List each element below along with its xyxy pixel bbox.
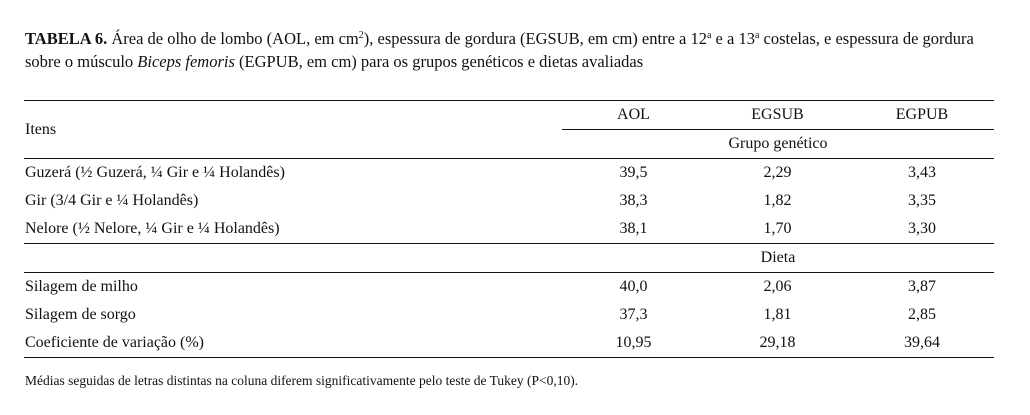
table-row [24,159,994,188]
cell-value: 3,30 [850,215,994,244]
cell-value: 39,64 [850,329,994,358]
table-footnote: Médias seguidas de letras distintas na coluna diferem significativamente pelo teste de Tukey (P<0,10). [25,373,579,388]
row-label: Coeficiente de variação (%) [24,329,562,358]
column-header: EGPUB [850,101,994,130]
cell-value: 1,81 [763,306,792,323]
caption-text: (EGPUB, em cm) para os grupos genéticos e dietas avaliadas [234,52,644,71]
table-row [24,273,994,302]
cell-value: 40,0 [619,278,648,295]
cell-value: 3,43 [908,164,936,181]
cell-value: 38,3 [619,192,648,209]
cell-value: 2,06 [763,278,792,295]
caption-italic: Biceps femoris [137,52,235,71]
caption-superscript: a [754,30,760,41]
cell-value: 38,1 [562,215,705,244]
column-header: AOL [562,101,705,130]
cell-value: 2,29 [763,164,792,181]
cell-value: 3,35 [908,192,936,209]
column-header: EGSUB [705,101,850,130]
caption-text: e a 13 [711,29,755,48]
caption-superscript: 2 [358,30,364,41]
row-label: Gir (3/4 Gir e ¼ Holandês) [25,192,199,209]
header-item: Itens [24,101,562,159]
row-label: Guzerá (½ Guzerá, ¼ Gir e ¼ Holandês) [25,164,285,181]
row-label: Silagem de sorgo [25,306,136,323]
caption-text: Área de olho de lombo (AOL, em cm [107,29,359,48]
cell-value: 3,87 [908,278,936,295]
table-row [24,187,994,215]
caption-text: ), espessura de gordura (EGSUB, em cm) entre a 12 [363,29,707,48]
caption-text: costelas, e espessura de gordura sobre o músculo [25,29,974,71]
cell-value: 1,82 [763,192,792,209]
cell-value: 39,5 [619,164,648,181]
cell-value: 29,18 [705,329,850,358]
row-label: Nelore (½ Nelore, ¼ Gir e ¼ Holandês) [24,215,562,244]
header-row [24,101,994,130]
section-row [24,244,994,273]
cell-value: 37,3 [619,306,648,323]
table-row [24,329,994,358]
section-diet: Dieta [562,244,994,273]
data-table [24,100,994,358]
table-row [24,301,994,329]
section-genetic: Grupo genético [562,130,994,159]
cell-value: 10,95 [562,329,705,358]
caption-superscript: a [706,30,712,41]
table-row [24,215,994,244]
row-label: Silagem de milho [25,278,138,295]
caption-label: TABELA 6. [25,29,108,48]
table-caption [25,27,1000,73]
cell-value: 2,85 [908,306,936,323]
cell-value: 1,70 [705,215,850,244]
